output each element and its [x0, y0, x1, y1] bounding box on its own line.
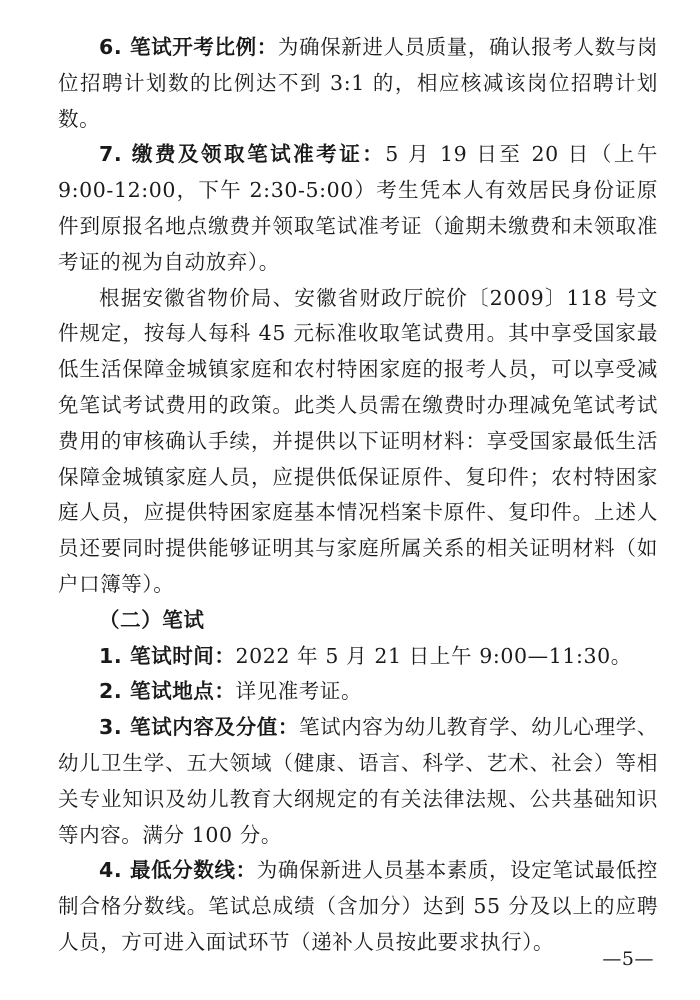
min-score-paragraph [58, 853, 658, 960]
exam-location-body: 详见准考证。 [235, 679, 363, 704]
exam-content-body: 笔试内容为幼儿教育学、幼儿心理学、幼儿卫生学、五大领域（健康、语言、科学、艺术、社会）等相关专业知识及幼儿教育大纲规定的有关法律法规、公共基础知识等内容。满分 100 分。 [58, 715, 658, 847]
exam-time-body: 2022 年 5 月 21 日上午 9:00—11:30。 [235, 643, 632, 668]
written-exam-section-title: （二）笔试 [99, 607, 205, 632]
exam-content-paragraph [58, 710, 658, 853]
fee-and-ticket-paragraph [58, 137, 658, 280]
exam-time-paragraph [58, 639, 658, 675]
exam-ratio-paragraph [58, 30, 658, 137]
exam-ratio-body: 为确保新进人员质量，确认报考人数与岗位招聘计划数的比例达不到 3:1 的，相应核减该岗位招聘计划数。 [58, 35, 658, 131]
exam-location-paragraph [58, 674, 658, 710]
exam-ratio-heading: 6. 笔试开考比例： [99, 35, 278, 59]
fee-policy-paragraph: 根据安徽省物价局、安徽省财政厅皖价〔2009〕118 号文件规定，按每人每科 45 元标准收取笔试费用。其中享受国家最低生活保障金城镇家庭和农村特困家庭的报考人员，可以享受减免笔试考试费用的政策。此类人员需在缴费时办理减免笔试考试费用的审核确认手续，并提供以下证明材料：享受国家最低生活保障金城镇家庭人员，应提供低保证原件、复印件；农村特困家庭人员，应提供特困家庭基本情况档案卡原件、复印件。上述人员还要同时提供能够证明其与家庭所属关系的相关证明材料（如户口簿等）。 [58, 285, 658, 596]
min-score-heading: 4. 最低分数线： [99, 858, 257, 883]
exam-content-heading: 3. 笔试内容及分值： [99, 715, 299, 740]
page-number: —5— [602, 948, 654, 970]
min-score-body: 为确保新进人员基本素质，设定笔试最低控制合格分数线。笔试总成绩（含加分）达到 55 分及以上的应聘人员，方可进入面试环节（递补人员按此要求执行）。 [58, 858, 658, 954]
exam-time-heading: 1. 笔试时间： [99, 643, 236, 668]
exam-location-heading: 2. 笔试地点： [99, 679, 236, 704]
document-page [58, 30, 658, 961]
fee-and-ticket-heading: 7. 缴费及领取笔试准考证： [99, 142, 386, 167]
fee-and-ticket-body: 5 月 19 日至 20 日（上午 9:00-12:00，下午 2:30-5:00）考生凭本人有效居民身份证原件到原报名地点缴费并领取笔试准考证（逾期未缴费和未领取准考证的视为自动放弃）。 [58, 142, 658, 274]
